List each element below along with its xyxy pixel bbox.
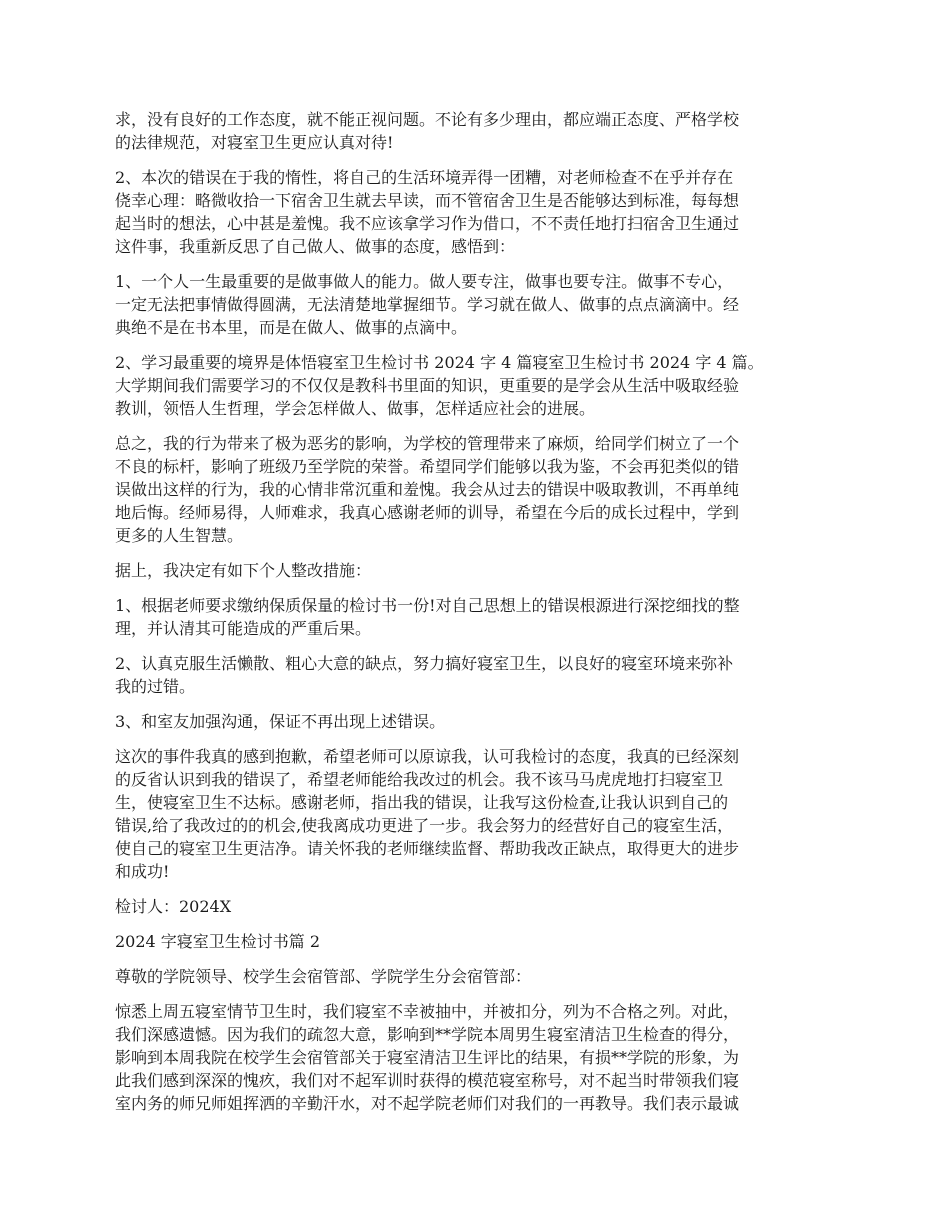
text-line: 影响到本周我院在校学生会宿管部关于寝室清洁卫生评比的结果，有损**学院的形象，为 [115,1048,740,1067]
text-line: 尊敬的学院领导、校学生会宿管部、学院学生分会宿管部： [115,967,532,986]
document-body [115,108,839,1127]
paragraph-5 [115,432,839,547]
paragraph-3 [115,270,839,339]
text-line: 此我们感到深深的愧疚，我们对不起军训时获得的模范寝室称号，对不起当时带领我们寝 [115,1071,740,1090]
text-line: 理，并认清其可能造成的严重后果。 [115,619,372,638]
paragraph-6 [115,559,839,582]
text-line: 和成功! [115,862,170,881]
paragraph-14 [115,1000,839,1115]
text-line: 2、学习最重要的境界是体悟寝室卫生检讨书 2024 字 4 篇寝室卫生检讨书 2024 字 4 篇。 [115,353,764,372]
text-line: 起当时的想法，心中甚是羞愧。我不应该拿学习作为借口，不不责任地打扫宿舍卫生通过 [115,214,740,233]
text-line: 教训，领悟人生哲理，学会怎样做人、做事，怎样适应社会的进展。 [115,399,596,418]
paragraph-2 [115,166,839,258]
text-line: 侥幸心理：略微收拾一下宿舍卫生就去早读，而不管宿舍卫生是否能够达到标准，每每想 [115,191,740,210]
signature-line [115,895,839,918]
text-line: 地后悔。经师易得，人师难求，我真心感谢老师的训导，希望在今后的成长过程中，学到 [115,503,740,522]
text-line: 大学期间我们需要学习的不仅仅是教科书里面的知识，更重要的是学会从生活中吸取经验 [115,376,740,395]
text-line: 1、根据老师要求缴纳保质保量的检讨书一份!对自己思想上的错误根源进行深挖细找的整 [115,596,740,615]
paragraph-1 [115,108,839,154]
text-line: 的反省认识到我的错误了，希望老师能给我改过的机会。我不该马马虎虎地打扫寝室卫 [115,770,724,789]
text-line: 这件事，我重新反思了自己做人、做事的态度，感悟到： [115,237,516,256]
text-line: 典绝不是在书本里，而是在做人、做事的点滴中。 [115,318,468,337]
text-line: 的法律规范，对寝室卫生更应认真对待! [115,133,394,152]
paragraph-8 [115,652,839,698]
text-line: 不良的标杆，影响了班级乃至学院的荣誉。希望同学们能够以我为鉴，不会再犯类似的错 [115,457,740,476]
text-line: 3、和室友加强沟通，保证不再出现上述错误。 [115,712,446,731]
paragraph-4 [115,351,839,420]
paragraph-9 [115,710,839,733]
text-line: 2024 字寝室卫生检讨书篇 2 [115,932,321,951]
text-line: 惊悉上周五寝室情节卫生时，我们寝室不幸被抽中，并被扣分，列为不合格之列。对此， [115,1002,740,1021]
text-line: 更多的人生智慧。 [115,526,244,545]
text-line: 生，使寝室卫生不达标。感谢老师，指出我的错误，让我写这份检查,让我认识到自己的 [115,793,729,812]
text-line: 室内务的师兄师姐挥洒的辛勤汗水，对不起学院老师们对我们的一再教导。我们表示最诚 [115,1094,740,1113]
text-line: 据上，我决定有如下个人整改措施： [115,561,372,580]
text-line: 求，没有良好的工作态度，就不能正视问题。不论有多少理由，都应端正态度、严格学校 [115,110,740,129]
salutation [115,965,839,988]
text-line: 检讨人：2024X [115,897,232,916]
paragraph-10 [115,745,839,883]
text-line: 这次的事件我真的感到抱歉，希望老师可以原谅我，认可我检讨的态度，我真的已经深刻 [115,747,740,766]
text-line: 一定无法把事情做得圆满，无法清楚地掌握细节。学习就在做人、做事的点点滴滴中。经 [115,295,740,314]
text-line: 我的过错。 [115,677,196,696]
text-line: 2、本次的错误在于我的惰性，将自己的生活环境弄得一团糟，对老师检查不在乎并存在 [115,168,734,187]
text-line: 我们深感遗憾。因为我们的疏忽大意，影响到**学院本周男生寝室清洁卫生检查的得分， [115,1025,740,1044]
section-title [115,930,839,953]
text-line: 误做出这样的行为，我的心情非常沉重和羞愧。我会从过去的错误中吸取教训，不再单纯 [115,480,740,499]
paragraph-7 [115,594,839,640]
text-line: 2、认真克服生活懒散、粗心大意的缺点，努力搞好寝室卫生，以良好的寝室环境来弥补 [115,654,734,673]
text-line: 使自己的寝室卫生更洁净。请关怀我的老师继续监督、帮助我改正缺点，取得更大的进步 [115,839,740,858]
text-line: 1、一个人一生最重要的是做事做人的能力。做人要专注，做事也要专注。做事不专心， [115,272,734,291]
text-line: 错误,给了我改过的的机会,使我离成功更进了一步。我会努力的经营好自己的寝室生活， [115,816,734,835]
text-line: 总之，我的行为带来了极为恶劣的影响，为学校的管理带来了麻烦，给同学们树立了一个 [115,434,740,453]
